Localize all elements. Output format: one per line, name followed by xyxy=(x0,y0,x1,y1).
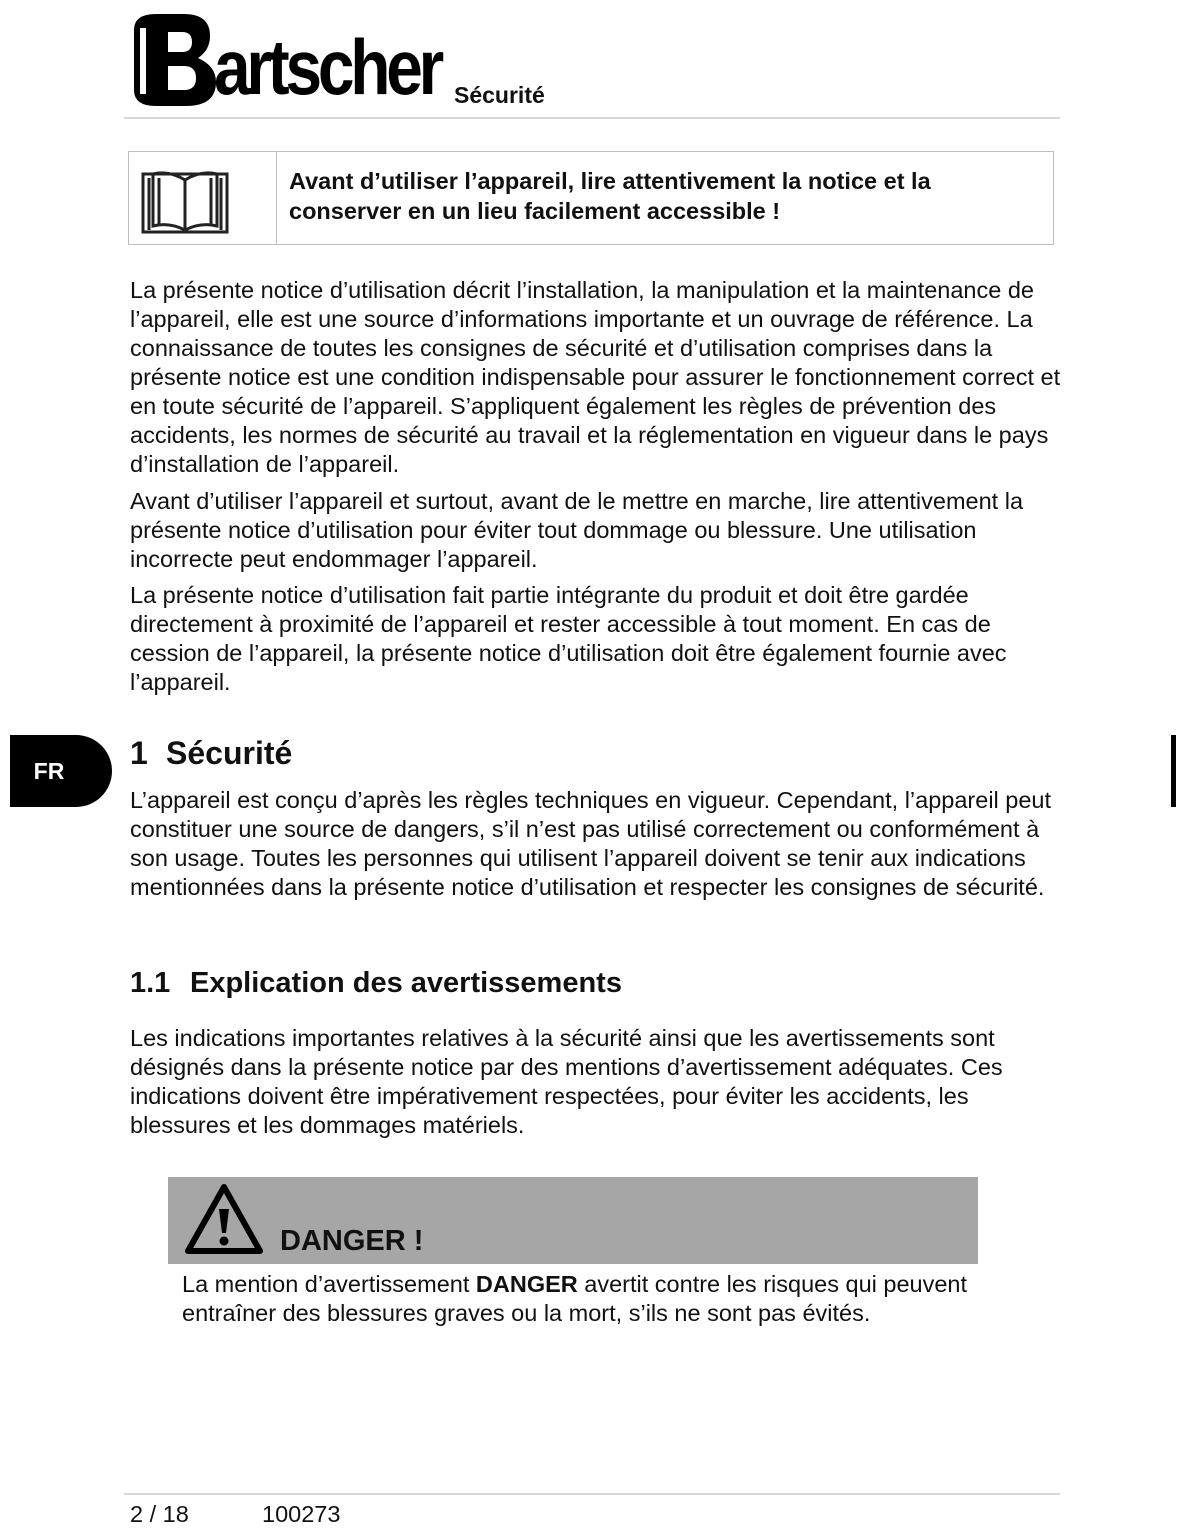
bartscher-logo xyxy=(128,8,448,112)
language-tab-label: FR xyxy=(33,757,65,784)
warning-triangle-icon xyxy=(183,1181,265,1257)
read-manual-notice xyxy=(128,151,1054,245)
logo-mark xyxy=(128,8,448,112)
section-1-heading xyxy=(130,735,292,772)
svg-text:artscher: artscher xyxy=(214,23,444,111)
margin-marker xyxy=(1171,735,1176,807)
section-1-1-number: 1.1 xyxy=(130,967,171,999)
intro-paragraph-2: Avant d’utiliser l’appareil et surtout, avant de le mettre en marche, lire attentivement la présente notice d’utilisation pour éviter tout dommage ou blessure. Une utilisation incorrecte peut endommager l’appareil. xyxy=(130,488,1024,572)
section-1-number: 1 xyxy=(130,735,148,771)
section-1-paragraph: L’appareil est conçu d’après les règles techniques en vigueur. Cependant, l’appareil peut constituer une source de dangers, s’il n’est pas utilisé correctement ou conformément à son usage. Toutes les personnes qui utilisent l’appareil doivent se tenir aux indications mentionnées dans la présente notice d’utilisation et respecter les consignes de sécurité. xyxy=(130,787,1052,900)
notice-line-1: Avant d’utiliser l’appareil, lire attentivement la notice et la xyxy=(289,168,931,194)
danger-text-before: La mention d’avertissement xyxy=(182,1271,476,1297)
danger-title: DANGER ! xyxy=(280,1225,424,1257)
intro-paragraph-3: La présente notice d’utilisation fait partie intégrante du produit et doit être gardée directement à proximité de l’appareil et rester accessible à tout moment. En cas de cession de l’appareil, la présente notice d’utilisation doit être également fournie avec l’appareil. xyxy=(130,582,1007,695)
section-1-1-heading xyxy=(130,967,622,1000)
danger-keyword: DANGER xyxy=(475,1271,578,1297)
page-number: 2 / 18 xyxy=(130,1501,189,1527)
language-tab-fr xyxy=(10,735,112,807)
danger-header-bar xyxy=(168,1177,978,1264)
notice-line-2: conserver en un lieu facilement accessible ! xyxy=(289,198,781,224)
section-1-title: Sécurité xyxy=(166,735,293,771)
danger-description xyxy=(182,1270,972,1328)
header-section-title: Sécurité xyxy=(454,82,545,108)
footer-divider xyxy=(124,1493,1060,1495)
section-1-1-paragraph: Les indications importantes relatives à la sécurité ainsi que les avertissements sont désignés dans la présente notice par des mentions d’avertissement adéquates. Ces indications doivent être impérativement respectées, pour éviter les accidents, les blessures et les dommages matériels. xyxy=(130,1025,1003,1138)
danger-text-after: avertit contre les risques qui peuvent entraîner des blessures graves ou la mort, s’ils ne sont pas évités. xyxy=(182,1271,968,1326)
document-code: 100273 xyxy=(262,1501,341,1527)
notice-text xyxy=(289,166,1029,226)
book-icon xyxy=(139,162,231,236)
header-divider xyxy=(124,117,1060,119)
section-1-1-title: Explication des avertissements xyxy=(190,967,622,999)
notice-icon-cell xyxy=(129,152,277,244)
intro-paragraph-1: La présente notice d’utilisation décrit l’installation, la manipulation et la maintenance de l’appareil, elle est une source d’informations importante et un ouvrage de référence. La connaissance de toutes les consignes de sécurité et d’utilisation comprises dans la présente notice est une condition indispensable pour assurer le fonctionnement correct et en toute sécurité de l’appareil. S’appliquent également les règles de prévention des accidents, les normes de sécurité au travail et la réglementation en vigueur dans le pays d’installation de l’appareil. xyxy=(130,277,1061,477)
